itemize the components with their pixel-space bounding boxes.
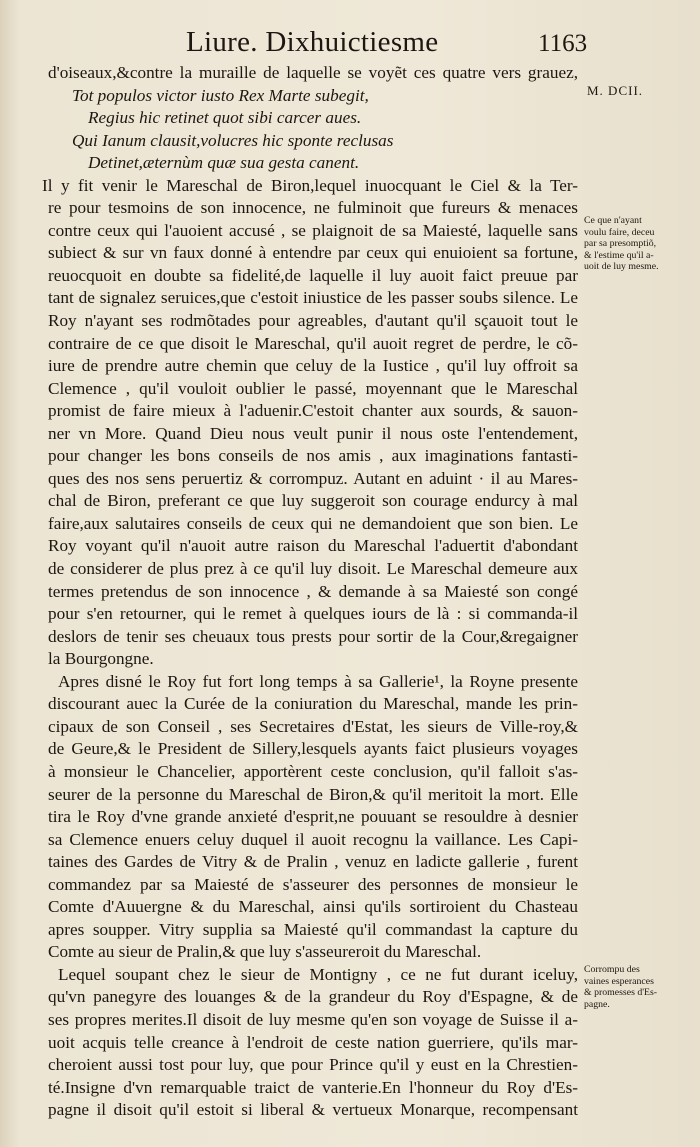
text-line: reuocquoit en doubte sa fidelité,de laquelle il luy auoit faict preuue par	[48, 265, 578, 285]
text-line: re pour tesmoins de son innocence, ne fulminoit que fureurs & menaces	[48, 198, 578, 218]
margin-note-line: uoit de luy mesme.	[584, 261, 659, 272]
margin-note-line: voulu faire, deceu	[584, 226, 655, 238]
text-line: termes pretendus de son innocence , & demande à sa Maiesté son congé	[48, 581, 578, 601]
verse-line: Detinet,æternùm quæ sua gesta canent.	[88, 153, 360, 173]
text-line: tant de signalez seruices,que c'estoit iniustice de les passer soubs silence. Le	[48, 288, 578, 308]
text-line: Lequel soupant chez le sieur de Montigny , ce ne fut durant iceluy,	[58, 964, 578, 984]
text-line: chal de Biron, preferant ce que luy suggeroit son courage endurcy à mal	[48, 491, 578, 511]
text-line: contraire de ce que disoit le Mareschal, qu'il auoit regret de perdre, le cõ-	[48, 333, 578, 353]
margin-note-line: & promesses d'Es-	[584, 987, 658, 998]
text-line: pour changer les bons conseils de nos amis , aux imaginations fantasti-	[48, 446, 578, 466]
text-line: uoit acquis telle creance à l'endroit de ceste nation guerriere, qu'ils mar-	[48, 1032, 578, 1052]
text-line: à monsieur le Chancelier, apportèrent ceste conclusion, qu'il falloit s'as-	[48, 761, 578, 781]
text-line: Comte d'Auuergne & du Mareschal, ainsi qu'ils sortiroient du Chasteau	[48, 897, 578, 917]
text-line: Roy n'ayant ses rodmõtades pour agreables, d'autant qu'il sçauoit tout le	[48, 311, 578, 331]
text-line: apres soupper. Vitry supplia sa Maiesté qu'il commandast la capture du	[48, 919, 578, 939]
margin-note-line: pagne.	[584, 998, 610, 1010]
text-line: faire,aux salutaires conseils de ceux qui ne demandoient que son bien. Le	[48, 513, 578, 533]
margin-note-presumption	[584, 215, 690, 273]
margin-note-line: vaines esperances	[584, 975, 654, 987]
verse-line: Qui Ianum clausit,volucres hic sponte reclusas	[72, 130, 394, 150]
text-line: Clemence , qu'il vouloit oublier le passé, moyennant que le Mareschal	[48, 378, 578, 398]
main-text	[42, 62, 578, 1122]
text-line: la Bourgongne.	[48, 649, 154, 669]
text-line: deslors de tenir ses cheuaux tous prests pour sortir de la Cour,&regaigner	[48, 626, 578, 646]
text-line: Roy voyant qu'il n'auoit autre raison du Mareschal l'aduertit d'abondant	[48, 536, 578, 556]
text-line: qu'vn panegyre des louanges & de la grandeur du Roy d'Espagne, & de	[48, 987, 578, 1007]
text-line: ses propres merites.Il disoit de luy mesme qu'en son voyage de Suisse il a-	[48, 1009, 578, 1029]
margin-note-line: par sa presomptiõ,	[584, 238, 657, 249]
margin-year: M. DCII.	[587, 83, 644, 98]
text-line: de considerer de plus prez à ce qu'il luy disoit. Le Mareschal demeure aux	[48, 559, 578, 579]
margin-note-corruption	[584, 964, 690, 1010]
page-header	[0, 26, 700, 62]
text-line: de Geure,& le President de Sillery,lesquels ayants faict plusieurs voyages	[48, 739, 578, 759]
text-line: subiect & sur vn faux donné à entendre par ceux qui enuioient sa fortune,	[48, 243, 578, 263]
text-line: contre ceux qui l'auoient accusé , se plaignoit de sa Maiesté, laquelle sans	[48, 220, 578, 240]
margin-note-line: Corrompu des	[584, 964, 640, 975]
text-line: taines des Gardes de Vitry & de Pralin , venuz en ladicte gallerie , furent	[48, 852, 578, 872]
verse-line: Regius hic retinet quot sibi carcer aues.	[88, 108, 362, 128]
text-line: ques des nos sens peruertiz & corrompuz. Autant en aduint · il au Mares-	[48, 468, 578, 488]
text-line: tira le Roy d'vne grande anxieté d'esprit,ne pouuant se resouldre à desnier	[48, 807, 578, 827]
text-line: Il y fit venir le Mareschal de Biron,lequel inuocquant le Ciel & la Ter-	[42, 175, 578, 195]
text-line: d'oiseaux,&contre la muraille de laquelle se voyẽt ces quatre vers grauez,	[48, 63, 578, 82]
text-line: promist de faire mieux à l'aduenir.C'estoit chanter aux sourds, & sauon-	[48, 401, 578, 421]
text-line: cheroient aussi tost pour luy, que pour Prince qu'il y eust en la Chrestien-	[48, 1055, 578, 1075]
text-line: Comte au sieur de Pralin,& que luy s'asseureroit du Mareschal.	[48, 942, 482, 962]
page-number: 1163	[538, 30, 588, 57]
text-line: té.Insigne d'vn remarquable traict de vanterie.En l'honneur du Roy d'Es-	[48, 1077, 578, 1097]
text-line: Apres disné le Roy fut fort long temps à sa Gallerie¹, la Royne presente	[58, 671, 578, 691]
margin-note-line: Ce que n'ayant	[584, 215, 642, 226]
text-line: iure de prendre autre chemin que celuy de la Iustice , qu'il luy offroit sa	[48, 356, 578, 376]
text-line: pagne il disoit qu'il estoit si liberal & vertueux Monarque, recompensant	[48, 1100, 578, 1120]
text-line: discourant auec la Curée de la coniuration du Mareschal, mande les prin-	[48, 694, 578, 714]
verse-line: Tot populos victor iusto Rex Marte subegit,	[72, 85, 369, 105]
text-line: cipaux de son Conseil , ses Secretaires d'Estat, les sieurs de Ville-roy,&	[48, 716, 578, 736]
running-title: Liure. Dixhuictiesme	[186, 26, 439, 58]
text-line: sa Clemence enuers celuy duquel il auoit recognu la vaillance. Les Capi-	[48, 829, 578, 849]
text-line: pour s'en retourner, qui le remet à quelques iours de là : si commanda-il	[48, 604, 578, 624]
text-line: seurer de la personne du Mareschal de Biron,& qu'il meritoit la mort. Elle	[48, 784, 578, 804]
text-line: commandez par sa Maiesté de s'asseurer des personnes de monsieur le	[48, 874, 578, 894]
text-line: ner vn More. Quand Dieu nous veult punir il nous oste l'entendement,	[48, 423, 578, 443]
margin-note-line: & l'estime qu'il a-	[584, 249, 654, 261]
